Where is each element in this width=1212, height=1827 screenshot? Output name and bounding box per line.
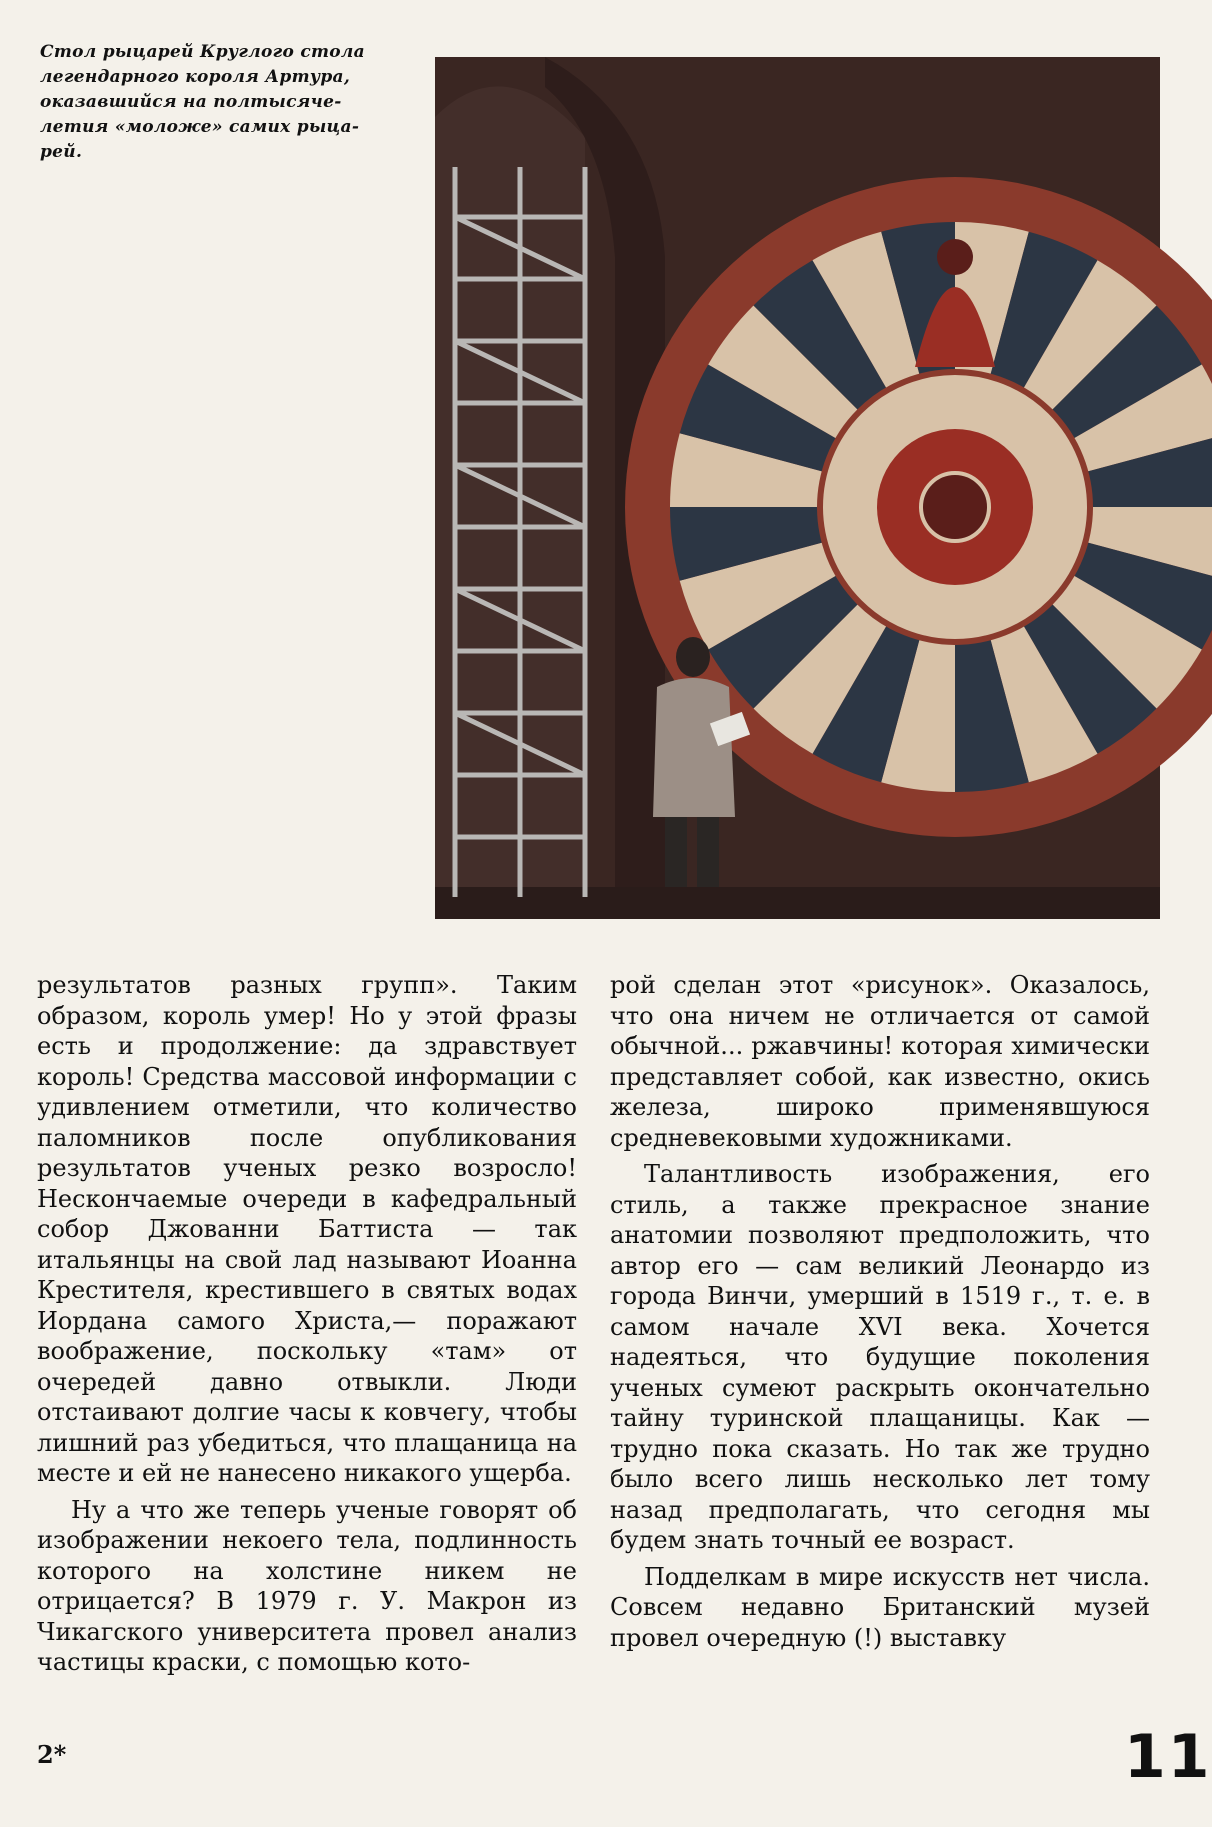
paragraph: результатов разных групп». Таким образом, король умер! Но у этой фразы есть и продолжение: да здравствует король! Средства массовой информации с удивлением отметили, что количество паломников после опубликования результатов ученых резко возросло! Нескончаемые очереди в кафедральный собор Джованни Баттиста — так итальянцы на свой лад называют Иоанна Крестителя, крестившего в святых водах Иордана самого Христа,— поражают воображение, поскольку «там» от очередей давно отвыкли. Люди отстаивают долгие часы к ковчегу, чтобы лишний раз убедиться, что плащаница на месте и ей не нанесено никакого ущерба. [37,971,577,1487]
text-column-right [610,970,1150,1653]
round-table-photo [435,57,1160,919]
tudor-rose [921,473,989,541]
king-head [937,239,973,275]
round-table-illustration [435,57,1160,919]
photo-caption: Стол рыцарей Круглого стола легендарного короля Артура, оказавшийся на полтысяче- летия «моложе» самих рыца- рей. [40,42,365,162]
paragraph: Подделкам в мире искусств нет числа. Совсем недавно Британский музей провел очередную (!) выставку [610,1562,1150,1652]
page-number: 11 [1124,1722,1212,1792]
floor [435,887,1160,919]
paragraph: рой сделан этот «рисунок». Оказалось, что она ничем не отличается от самой обычной... ржавчины! которая химически представляет собой, как известно, окись железа, широко применявшуюся средневековыми художниками. [610,971,1150,1152]
paragraph: Ну а что же теперь ученые говорят об изображении некоего тела, подлинность которого на холстине никем не отрицается? В 1979 г. У. Макрон из Чикагского университета провел анализ частицы краски, с помощью кото- [37,1495,577,1676]
signature-mark: 2* [37,1740,67,1769]
paragraph: Талантливость изображения, его стиль, а также прекрасное знание анатомии позволяют предположить, что автор его — сам великий Леонардо из города Винчи, умерший в 1519 г., т. е. в самом начале XVI века. Хочется надеяться, что будущие поколения ученых сумеют раскрыть окончательно тайну туринской плащаницы. Как — трудно пока сказать. Но так же трудно было всего лишь несколько лет тому назад предполагать, что сегодня мы будем знать точный ее возраст. [610,1160,1150,1554]
text-column-left [37,970,577,1678]
